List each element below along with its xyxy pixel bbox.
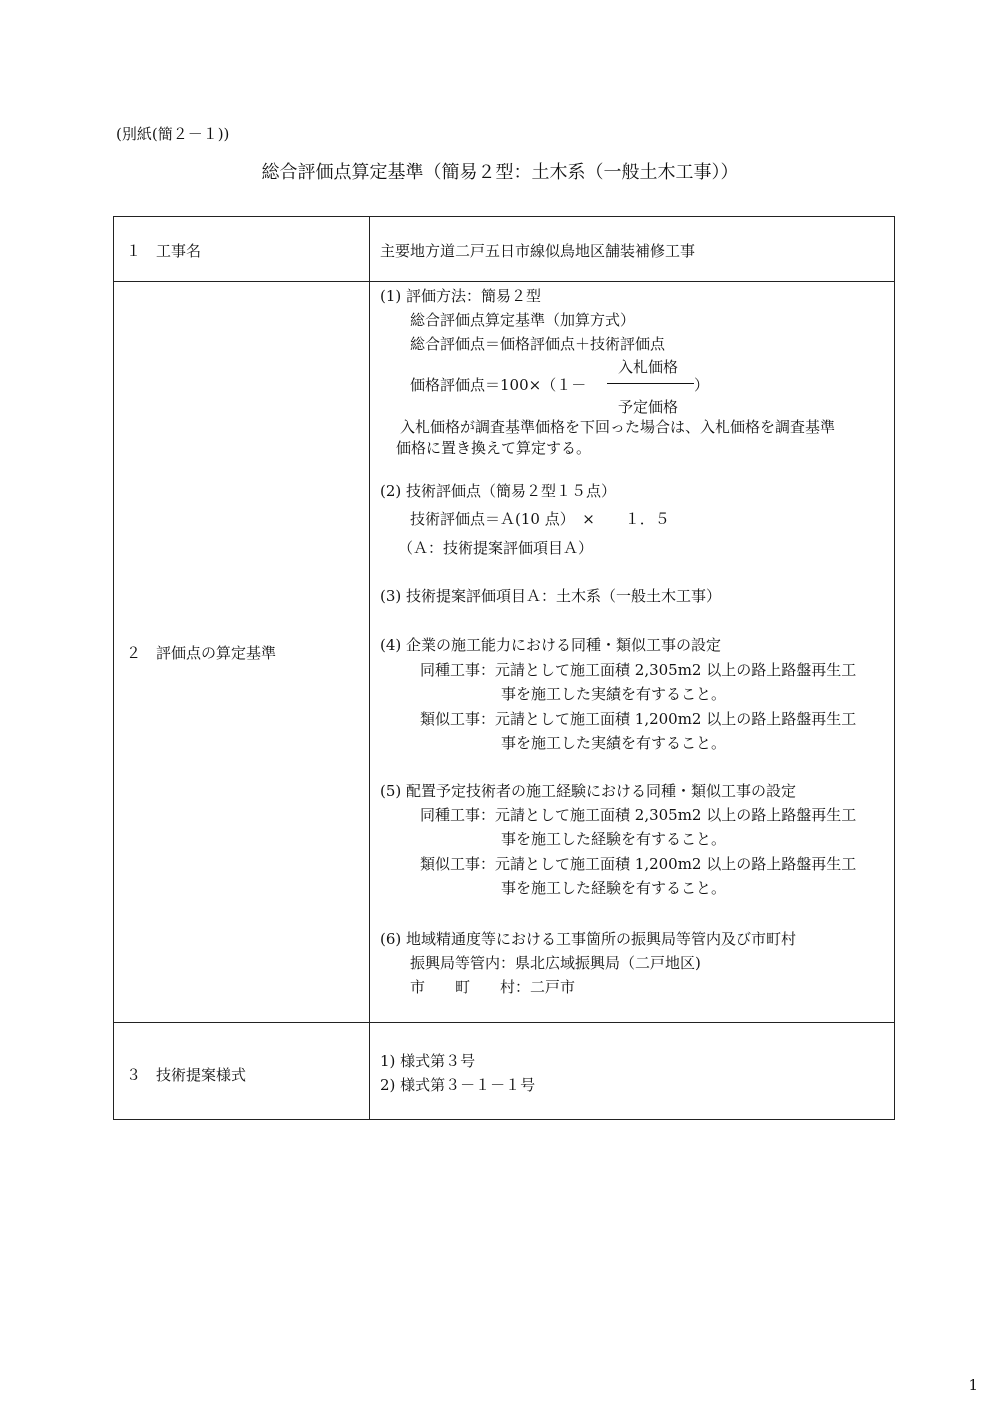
table-column-divider [369, 216, 370, 1120]
section-4-similar-work: 類似工事：元請として施工面積 1,200m2 以上の路上路盤再生工 [420, 710, 857, 728]
section-5-heading: (5) 配置予定技術者の施工経験における同種・類似工事の設定 [380, 782, 797, 800]
section-4-same-work: 同種工事：元請として施工面積 2,305m2 以上の路上路盤再生工 [420, 661, 857, 679]
section-6-line: 振興局等管内：県北広域振興局（二戸地区) [410, 954, 701, 972]
section-4-same-work-cont: 事を施工した実績を有すること。 [501, 685, 727, 703]
row-label-project-name: １ 工事名 [126, 242, 202, 260]
section-1-line: 総合評価点＝価格評価点＋技術評価点 [410, 335, 666, 353]
formula-price-score: 価格評価点＝100×（１－ [410, 376, 587, 394]
proposal-format-item: 2) 様式第３－１－１号 [380, 1076, 536, 1094]
page-number: 1 [968, 1376, 978, 1394]
table-row-divider [113, 281, 895, 282]
document-reference: (別紙(簡２－１)) [116, 125, 230, 143]
table-row-divider [113, 1022, 895, 1023]
section-4-similar-work-cont: 事を施工した実績を有すること。 [501, 734, 727, 752]
proposal-format-item: 1) 様式第３号 [380, 1052, 476, 1070]
section-1-note: 入札価格が調査基準価格を下回った場合は、入札価格を調査基準 [400, 418, 836, 436]
formula-numerator: 入札価格 [618, 358, 679, 376]
section-5-same-work: 同種工事：元請として施工面積 2,305m2 以上の路上路盤再生工 [420, 806, 857, 824]
section-6-heading: (6) 地域精通度等における工事箇所の振興局等管内及び市町村 [380, 930, 797, 948]
section-5-same-work-cont: 事を施工した経験を有すること。 [501, 830, 727, 848]
section-4-heading: (4) 企業の施工能力における同種・類似工事の設定 [380, 636, 722, 654]
section-5-similar-work: 類似工事：元請として施工面積 1,200m2 以上の路上路盤再生工 [420, 855, 857, 873]
formula-fraction-bar [607, 383, 694, 384]
section-2-line: （Ａ：技術提案評価項目Ａ） [398, 539, 594, 557]
section-1-line: 総合評価点算定基準（加算方式） [410, 311, 636, 329]
section-6-line: 市 町 村：二戸市 [410, 978, 576, 996]
formula-close-paren: ） [694, 376, 710, 394]
row-label-proposal-format: ３ 技術提案様式 [126, 1066, 247, 1084]
section-2-heading: (2) 技術評価点（簡易２型１５点） [380, 482, 617, 500]
section-1-heading: (1) 評価方法：簡易２型 [380, 287, 542, 305]
project-name-value: 主要地方道二戸五日市線似鳥地区舗装補修工事 [380, 242, 696, 260]
section-5-similar-work-cont: 事を施工した経験を有すること。 [501, 879, 727, 897]
section-2-line: 技術評価点＝Ａ(10 点） × １．５ [410, 510, 670, 528]
section-1-note: 価格に置き換えて算定する。 [396, 439, 592, 457]
formula-denominator: 予定価格 [618, 398, 679, 416]
row-label-scoring-criteria: ２ 評価点の算定基準 [126, 644, 277, 662]
document-title: 総合評価点算定基準（簡易２型：土木系（一般土木工事）） [261, 162, 739, 183]
section-3-heading: (3) 技術提案評価項目Ａ：土木系（一般土木工事） [380, 587, 722, 605]
